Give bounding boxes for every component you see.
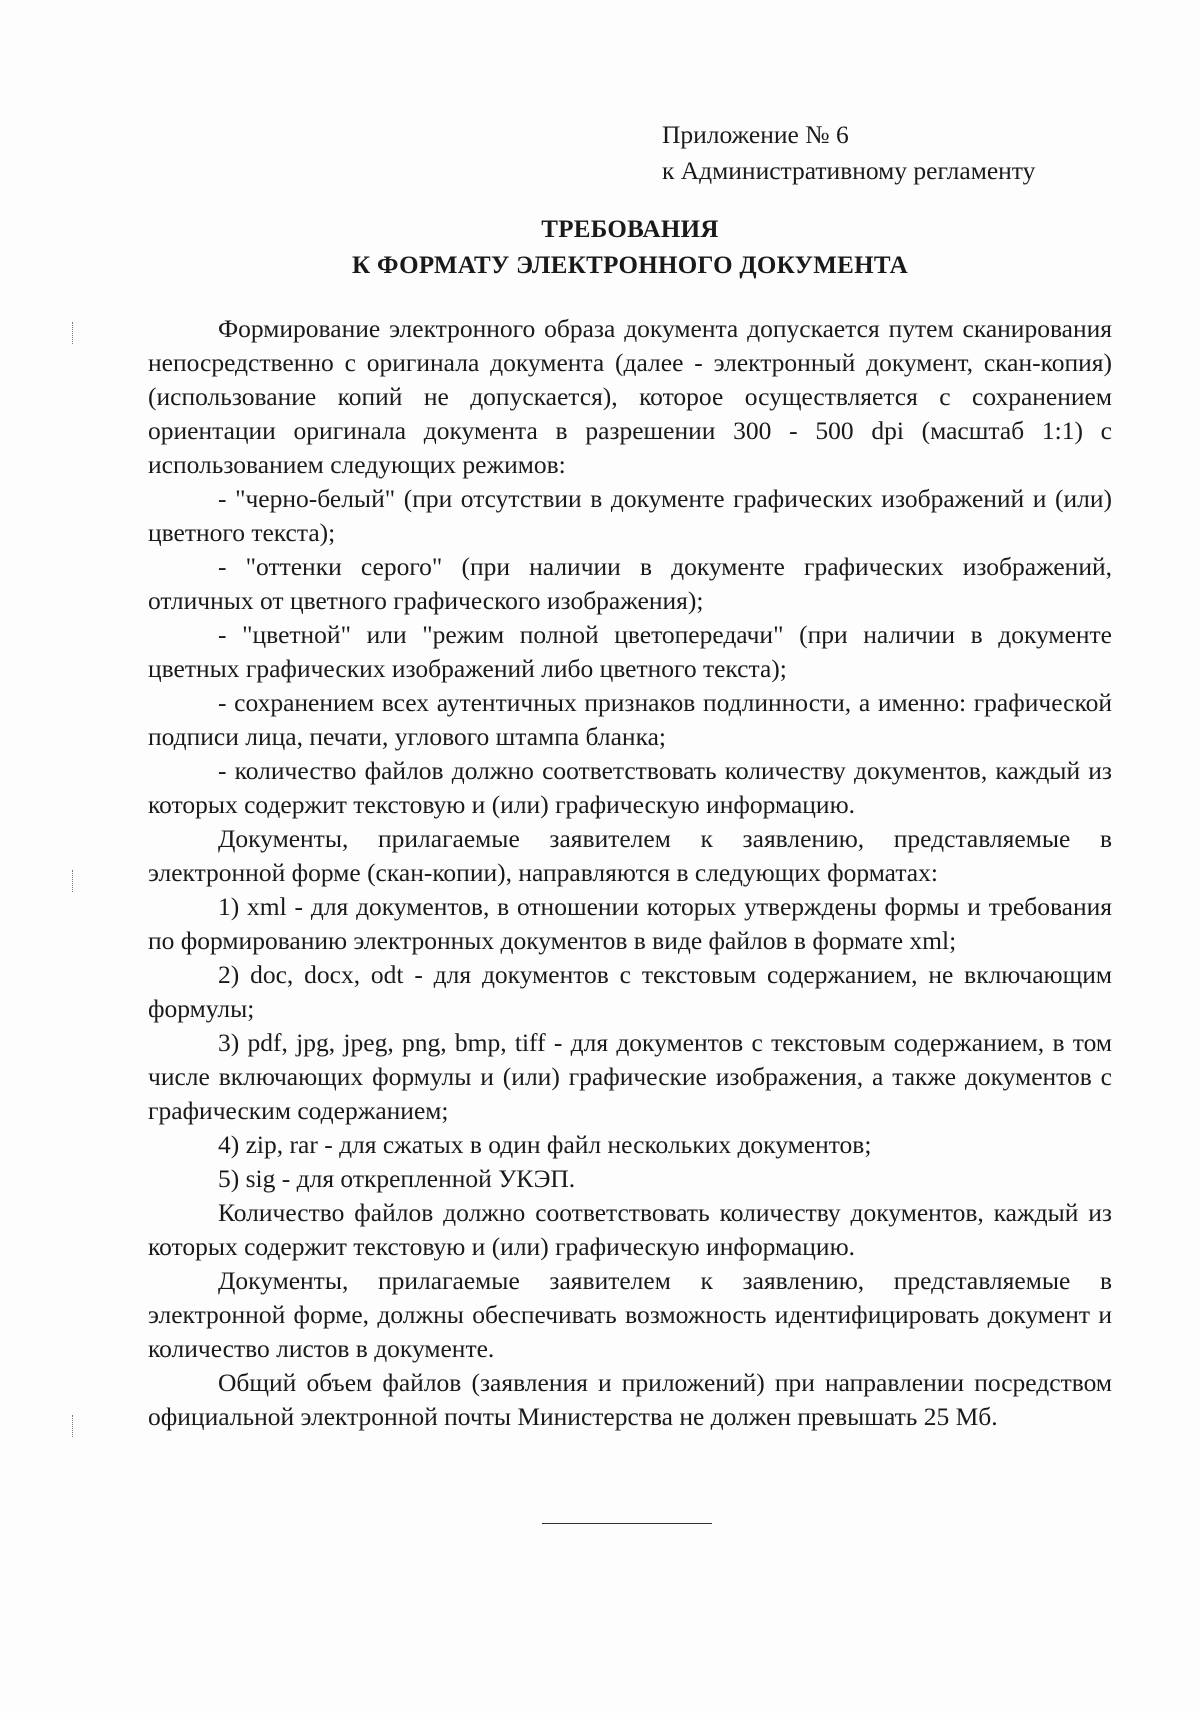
document-body bbox=[148, 312, 1112, 1434]
annex-reference: к Административному регламенту bbox=[662, 156, 1036, 185]
paragraph: 5) sig - для открепленной УКЭП. bbox=[218, 1164, 576, 1193]
paragraph: Общий объем файлов (заявления и приложений) при направлении посредством официальной электронной почты Министерства не должен превышать 25 Мб. bbox=[148, 1368, 1112, 1431]
paragraph: - "цветной" или "режим полной цветопередачи" (при наличии в документе цветных графических изображений либо цветного текста); bbox=[148, 620, 1112, 683]
end-divider bbox=[542, 1523, 712, 1524]
paragraph: - "черно-белый" (при отсутствии в документе графических изображений и (или) цветного текста); bbox=[148, 484, 1112, 547]
paragraph: - количество файлов должно соответствовать количеству документов, каждый из которых содержит текстовую и (или) графическую информацию. bbox=[148, 756, 1112, 819]
paragraph: Количество файлов должно соответствовать количеству документов, каждый из которых содержит текстовую и (или) графическую информацию. bbox=[148, 1198, 1112, 1261]
document-title bbox=[130, 212, 1130, 284]
annex-header bbox=[662, 117, 1035, 189]
scan-margin-mark bbox=[72, 1415, 73, 1437]
paragraph: Документы, прилагаемые заявителем к заявлению, представляемые в электронной форме, должны обеспечивать возможность идентифицировать документ и количество листов в документе. bbox=[148, 1266, 1112, 1363]
paragraph: 2) doc, docx, odt - для документов с текстовым содержанием, не включающим формулы; bbox=[148, 960, 1112, 1023]
scan-margin-mark bbox=[72, 322, 73, 344]
paragraph: - "оттенки серого" (при наличии в документе графических изображений, отличных от цветного графического изображения); bbox=[148, 552, 1112, 615]
annex-number: Приложение № 6 bbox=[662, 120, 849, 149]
paragraph: Формирование электронного образа документа допускается путем сканирования непосредственно с оригинала документа (далее - электронный документ, скан-копия) (использование копий не допускается), которое осуществляется с сохранением ориентации оригинала документа в разрешении 300 - 500 dpi (масштаб 1:1) с использованием следующих режимов: bbox=[148, 314, 1112, 479]
paragraph: 3) pdf, jpg, jpeg, png, bmp, tiff - для документов с текстовым содержанием, в том числе включающих формулы и (или) графические изображения, а также документов с графическим содержанием; bbox=[148, 1028, 1112, 1125]
paragraph: 4) zip, rar - для сжатых в один файл нескольких документов; bbox=[218, 1130, 872, 1159]
paragraph: Документы, прилагаемые заявителем к заявлению, представляемые в электронной форме (скан-копии), направляются в следующих форматах: bbox=[148, 824, 1112, 887]
title-line-2: К ФОРМАТУ ЭЛЕКТРОННОГО ДОКУМЕНТА bbox=[352, 252, 908, 279]
paragraph: - сохранением всех аутентичных признаков подлинности, а именно: графической подписи лица, печати, углового штампа бланка; bbox=[148, 688, 1112, 751]
scan-margin-mark bbox=[72, 870, 73, 892]
paragraph: 1) xml - для документов, в отношении которых утверждены формы и требования по формированию электронных документов в виде файлов в формате xml; bbox=[148, 892, 1112, 955]
title-line-1: ТРЕБОВАНИЯ bbox=[541, 216, 719, 243]
